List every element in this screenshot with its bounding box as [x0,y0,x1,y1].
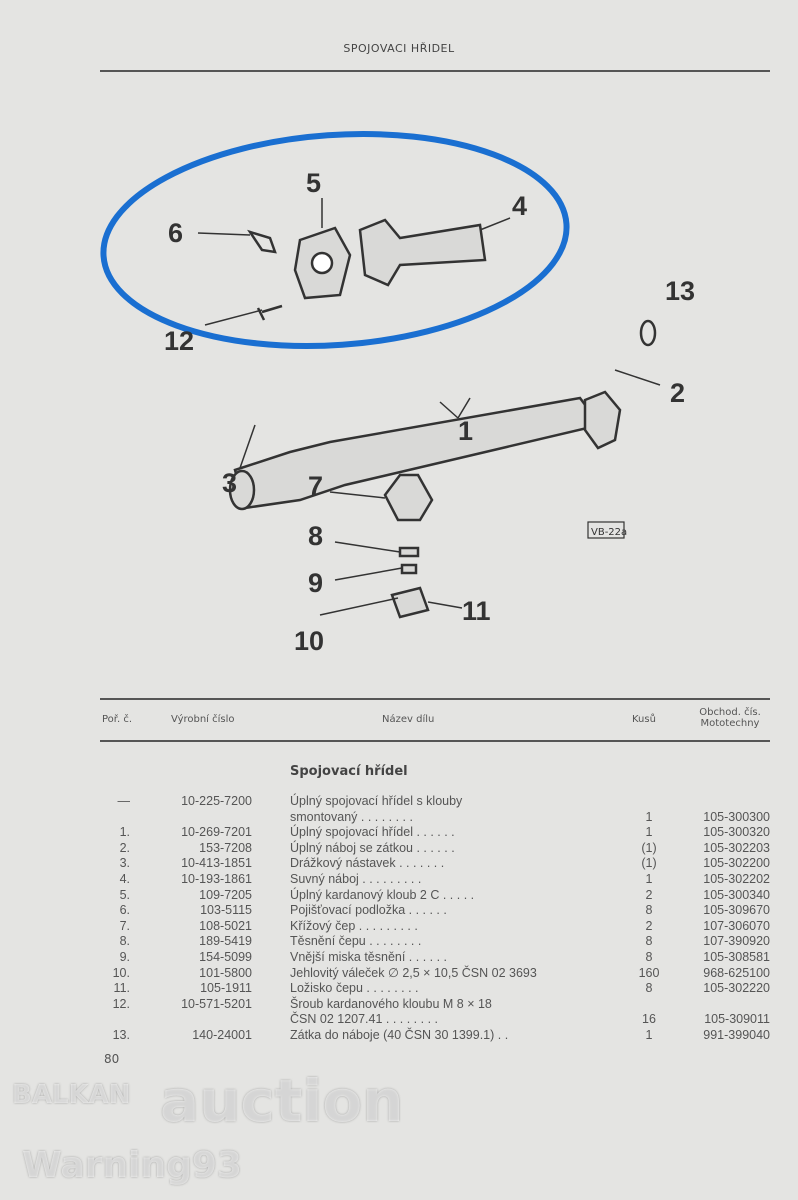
row-quantity: 160 [638,965,660,980]
row-quantity: 1 [645,872,653,886]
row-position: 6. [119,903,130,918]
table-row [100,794,770,810]
row-position: 12. [112,996,130,1011]
flange-part-2 [585,392,620,448]
row-position: 2. [119,840,130,855]
callout-7: 7 [308,471,324,501]
row-trade-code: 105-309011 [704,1012,770,1027]
row-part-number: 103-5115 [200,903,252,918]
bolt-part-12 [258,306,282,320]
table-row [100,903,770,919]
row-position: 5. [119,887,130,902]
row-position: 10. [112,965,130,980]
row-part-number: 10-269-7201 [181,825,252,840]
row-trade-code: 107-306070 [703,918,770,933]
row-part-name: Drážkový nástavek . . . . . . . [290,856,445,871]
callout-4: 4 [512,191,528,221]
row-position: 13. [112,1028,130,1042]
cross-part-7 [385,475,432,520]
callout-9: 9 [308,568,324,598]
row-part-name: Úplný spojovací hřídel . . . . . . [290,825,455,840]
table-row [100,919,770,935]
row-part-name: Jehlovitý váleček ∅ 2,5 × 10,5 ČSN 02 3693 [290,965,537,980]
row-part-name: Vnější miska těsnění . . . . . . [290,950,448,964]
col-header-code [690,707,770,729]
table-row [100,934,770,950]
drawing-stamp: VB-22a [591,527,628,538]
col-header-pos: Poř. č. [102,714,133,725]
table-row [100,966,770,982]
table-row [100,997,770,1013]
row-position: 1. [119,825,130,840]
row-quantity: 2 [645,918,653,933]
row-quantity: 8 [645,934,653,949]
row-part-name: Křížový čep . . . . . . . . . [290,918,418,933]
row-part-name: Úplný náboj se zátkou . . . . . . [290,840,455,855]
row-part-number: 153-7208 [199,840,252,855]
table-row [100,872,770,888]
row-part-number: 101-5800 [199,965,252,980]
callout-2: 2 [670,378,686,408]
row-quantity: 16 [642,1012,656,1027]
row-part-name: Těsnění čepu . . . . . . . . [290,934,422,949]
row-part-number: 154-5099 [199,950,252,964]
row-trade-code: 105-302203 [703,840,770,855]
col-header-name: Název dílu [382,714,435,725]
callout-6: 6 [168,218,184,248]
hub-part-4 [360,220,485,285]
row-quantity: (1) [641,856,657,871]
row-part-number: 105-1911 [200,981,252,996]
watermark-line1: BALKAN [12,1080,131,1110]
washer-part-6 [250,232,275,252]
row-quantity: 8 [645,950,653,964]
row-quantity: 1 [645,809,653,824]
col-header-qty: Kusů [632,714,656,725]
row-part-number: 109-7205 [199,887,252,902]
row-part-number: 10-225-7200 [181,794,252,808]
row-trade-code: 105-302202 [703,872,770,886]
row-part-name: Úplný kardanový kloub 2 C . . . . . [290,887,475,902]
bearing-part-11 [392,588,428,617]
row-position: 9. [119,950,130,964]
row-trade-code: 991-399040 [703,1028,770,1042]
row-position: 4. [119,872,130,886]
header-rule [100,70,770,72]
row-position: — [117,794,130,808]
row-trade-code: 105-300340 [703,887,770,902]
row-quantity: 2 [645,887,653,902]
row-part-name: Zátka do náboje (40 ČSN 30 1399.1) . . [290,1028,509,1042]
row-part-number: 10-413-1851 [181,856,252,871]
row-part-number: 10-571-5201 [181,996,252,1011]
page-header: SPOJOVACI HŘIDEL [343,42,455,55]
table-row [100,1012,770,1028]
row-trade-code: 105-300320 [703,825,770,840]
row-part-name: Pojišťovací podložka . . . . . . [290,903,447,918]
row-part-name: Ložisko čepu . . . . . . . . [290,981,419,996]
cup-part-9 [402,565,416,573]
table-row [100,981,770,997]
row-part-name: Úplný spojovací hřídel s klouby [290,794,463,808]
row-quantity: (1) [641,840,657,855]
plug-part-13 [641,321,655,345]
row-trade-code: 105-308581 [703,950,770,964]
exploded-diagram [0,80,798,680]
callout-12: 12 [164,326,195,356]
row-position: 11. [113,981,130,996]
joint-bore [312,253,332,273]
row-part-number: 10-193-1861 [181,872,252,886]
row-part-name: Suvný náboj . . . . . . . . . [290,872,422,886]
callout-5: 5 [306,168,322,198]
row-quantity: 8 [645,903,653,918]
row-trade-code: 105-302220 [703,981,770,996]
watermark-line3: Warning93 [22,1145,242,1186]
table-row [100,888,770,904]
row-quantity: 8 [645,981,653,996]
row-position: 3. [119,856,130,871]
row-position: 8. [119,934,130,949]
section-title: Spojovací hřídel [290,764,408,779]
row-trade-code: 107-390920 [703,934,770,949]
row-part-number: 108-5021 [199,918,252,933]
row-trade-code: 105-309670 [703,903,770,918]
row-trade-code: 105-302200 [703,856,770,871]
row-part-number: 140-24001 [192,1028,252,1042]
callout-1: 1 [458,416,474,446]
col-header-code-line2: Mototechny [700,718,760,729]
page-number: 80 [104,1052,120,1066]
row-trade-code: 968-625100 [703,965,770,980]
table-row [100,950,770,966]
watermark-line2: auction [160,1067,404,1135]
row-quantity: 1 [645,825,653,840]
callout-3: 3 [222,468,238,498]
row-position: 7. [119,918,130,933]
row-trade-code: 105-300300 [703,809,770,824]
callout-10: 10 [294,626,325,656]
row-part-name: ČSN 02 1207.41 . . . . . . . . [290,1012,438,1027]
table-row [100,825,770,841]
col-header-code-line1: Obchod. čís. [699,707,761,718]
table-row [100,856,770,872]
callout-13: 13 [665,276,696,306]
table-row [100,810,770,826]
col-header-part-no: Výrobní číslo [171,714,235,725]
table-top-rule [100,698,770,700]
table-row [100,1028,770,1044]
callout-11: 11 [462,596,491,626]
seal-part-8 [400,548,418,556]
row-part-name: smontovaný . . . . . . . . [290,809,413,824]
callout-8: 8 [308,521,324,551]
row-part-number: 189-5419 [199,934,252,949]
table-header-rule [100,740,770,742]
row-part-name: Šroub kardanového kloubu M 8 × 18 [290,996,492,1011]
row-quantity: 1 [645,1028,653,1042]
table-row [100,841,770,857]
